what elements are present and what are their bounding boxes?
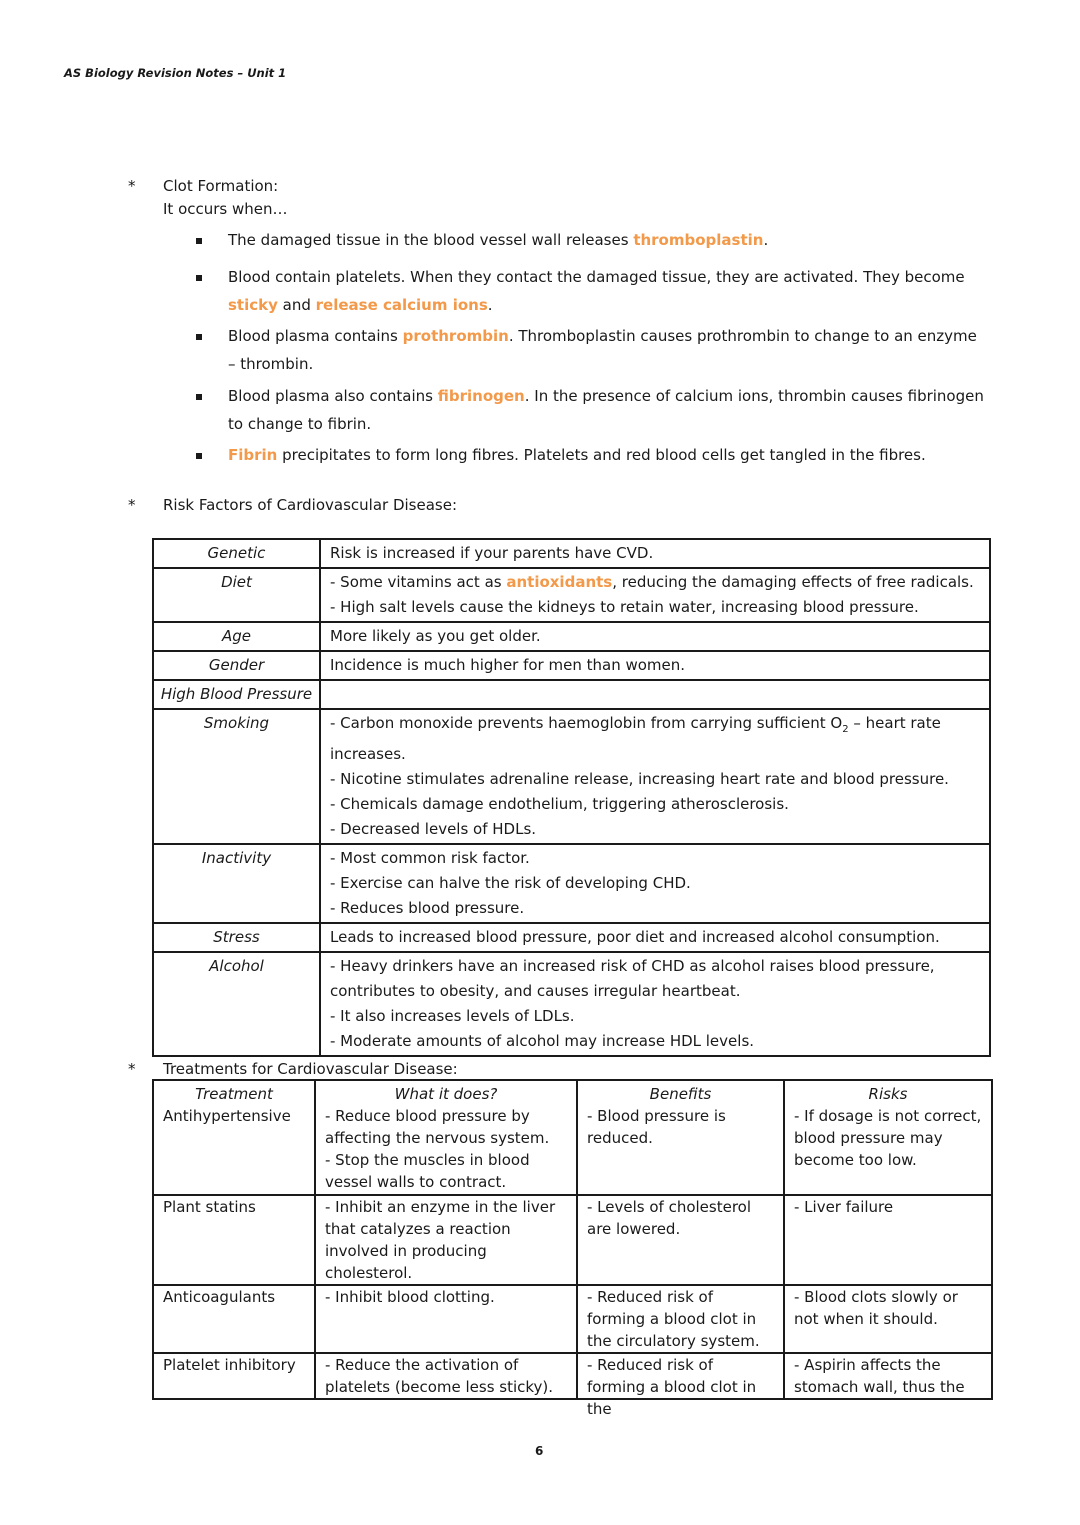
factor-inactivity: Inactivity bbox=[153, 844, 320, 923]
table-row bbox=[153, 539, 990, 568]
table-row bbox=[153, 1105, 992, 1195]
factor-description bbox=[320, 680, 990, 709]
table-row bbox=[153, 680, 990, 709]
factor-description: - Carbon monoxide prevents haemoglobin from carrying sufficient $O_2$ – heart rate increases. - Nicotine stimulates adrenaline release, increasing heart rate and blood pressure. - Chemicals damage endothelium, triggering atherosclerosis. - Decreased levels of HDLs. bbox=[320, 709, 990, 844]
table-row bbox=[153, 952, 990, 1056]
factor-smoking: Smoking bbox=[153, 709, 320, 844]
table-row bbox=[153, 1285, 992, 1353]
table-row bbox=[153, 709, 990, 844]
table-row bbox=[153, 651, 990, 680]
treatment-name: Anticoagulants bbox=[153, 1285, 315, 1353]
clot-step-4: Blood plasma also contains fibrinogen. In the presence of calcium ions, thrombin causes fibrinogen to change to fibrin. bbox=[228, 387, 984, 433]
keyword-fibrin: Fibrin bbox=[228, 446, 278, 464]
factor-description: Incidence is much higher for men than women. bbox=[320, 651, 990, 680]
page-number: 6 bbox=[535, 1444, 544, 1458]
factor-description: - Heavy drinkers have an increased risk of CHD as alcohol raises blood pressure, contributes to obesity, and causes irregular heartbeat. - It also increases levels of LDLs. - Moderate amounts of alcohol may increase HDL levels. bbox=[320, 952, 990, 1056]
treatment-action: - Reduce blood pressure by affecting the nervous system. - Stop the muscles in blood vessel walls to contract. bbox=[315, 1105, 577, 1195]
factor-description: Leads to increased blood pressure, poor diet and increased alcohol consumption. bbox=[320, 923, 990, 952]
column-header: Treatment bbox=[153, 1080, 315, 1105]
treatment-name: Plant statins bbox=[153, 1195, 315, 1285]
treatment-action: - Inhibit blood clotting. bbox=[315, 1285, 577, 1353]
section-bullet-star: * bbox=[128, 496, 136, 514]
table-row bbox=[153, 568, 990, 622]
clot-step-5: Fibrin precipitates to form long fibres. Platelets and red blood cells get tangled in the fibres. bbox=[228, 446, 926, 464]
treatment-action: - Reduce the activation of platelets (become less sticky). bbox=[315, 1353, 577, 1399]
treatment-name: Platelet inhibitory bbox=[153, 1353, 315, 1399]
factor-genetic: Genetic bbox=[153, 539, 320, 568]
column-header: Benefits bbox=[577, 1080, 784, 1105]
factor-description: More likely as you get older. bbox=[320, 622, 990, 651]
treatment-benefits: - Blood pressure is reduced. bbox=[577, 1105, 784, 1195]
factor-description: - Most common risk factor. - Exercise can halve the risk of developing CHD. - Reduces blood pressure. bbox=[320, 844, 990, 923]
risk-section-title: Risk Factors of Cardiovascular Disease: bbox=[163, 496, 458, 514]
factor-description: Risk is increased if your parents have CVD. bbox=[320, 539, 990, 568]
table-row bbox=[153, 1195, 992, 1285]
keyword-calcium-ions: release calcium ions bbox=[315, 296, 488, 314]
bullet-square-icon bbox=[196, 334, 202, 340]
clot-step-3: Blood plasma contains prothrombin. Thromboplastin causes prothrombin to change to an enzyme – thrombin. bbox=[228, 327, 977, 373]
treatment-action: - Inhibit an enzyme in the liver that catalyzes a reaction involved in producing cholesterol. bbox=[315, 1195, 577, 1285]
treatment-name: Antihypertensive bbox=[153, 1105, 315, 1195]
table-row bbox=[153, 1353, 992, 1399]
column-header: What it does? bbox=[315, 1080, 577, 1105]
keyword-sticky: sticky bbox=[228, 296, 278, 314]
treatment-risks: - Blood clots slowly or not when it should. bbox=[784, 1285, 992, 1353]
factor-age: Age bbox=[153, 622, 320, 651]
factor-diet: Diet bbox=[153, 568, 320, 622]
bullet-square-icon bbox=[196, 394, 202, 400]
column-header: Risks bbox=[784, 1080, 992, 1105]
factor-description: - Some vitamins act as antioxidants, reducing the damaging effects of free radicals. - High salt levels cause the kidneys to retain water, increasing blood pressure. bbox=[320, 568, 990, 622]
factor-alcohol: Alcohol bbox=[153, 952, 320, 1056]
table-row bbox=[153, 622, 990, 651]
table-header-row bbox=[153, 1080, 992, 1105]
table-row bbox=[153, 923, 990, 952]
treat-section-title: Treatments for Cardiovascular Disease: bbox=[163, 1060, 458, 1078]
factor-gender: Gender bbox=[153, 651, 320, 680]
treatment-benefits: - Reduced risk of forming a blood clot in the circulatory system. bbox=[577, 1285, 784, 1353]
treatment-risks: - If dosage is not correct, blood pressure may become too low. bbox=[784, 1105, 992, 1195]
section-bullet-star: * bbox=[128, 177, 136, 195]
keyword-fibrinogen: fibrinogen bbox=[437, 387, 525, 405]
treatment-benefits: - Reduced risk of forming a blood clot in the bbox=[577, 1353, 784, 1399]
page-header: AS Biology Revision Notes – Unit 1 bbox=[64, 66, 287, 80]
factor-stress: Stress bbox=[153, 923, 320, 952]
clot-section-title: Clot Formation: bbox=[163, 177, 279, 195]
keyword-prothrombin: prothrombin bbox=[402, 327, 509, 345]
clot-step-2: Blood contain platelets. When they contact the damaged tissue, they are activated. They become sticky and release calcium ions. bbox=[228, 268, 965, 314]
bullet-square-icon bbox=[196, 453, 202, 459]
section-bullet-star: * bbox=[128, 1060, 136, 1078]
factor-high-blood-pressure: High Blood Pressure bbox=[153, 680, 320, 709]
treatments-table bbox=[152, 1079, 993, 1418]
bullet-square-icon bbox=[196, 238, 202, 244]
table-row bbox=[153, 844, 990, 923]
keyword-antioxidants: antioxidants bbox=[506, 573, 613, 591]
clot-intro: It occurs when… bbox=[163, 200, 288, 218]
keyword-thromboplastin: thromboplastin bbox=[633, 231, 764, 249]
treatment-risks: - Aspirin affects the stomach wall, thus the bbox=[784, 1353, 992, 1399]
treatment-risks: - Liver failure bbox=[784, 1195, 992, 1285]
bullet-square-icon bbox=[196, 275, 202, 281]
risk-factors-table bbox=[152, 538, 991, 1057]
treatment-benefits: - Levels of cholesterol are lowered. bbox=[577, 1195, 784, 1285]
clot-step-1: The damaged tissue in the blood vessel wall releases thromboplastin. bbox=[228, 231, 769, 249]
